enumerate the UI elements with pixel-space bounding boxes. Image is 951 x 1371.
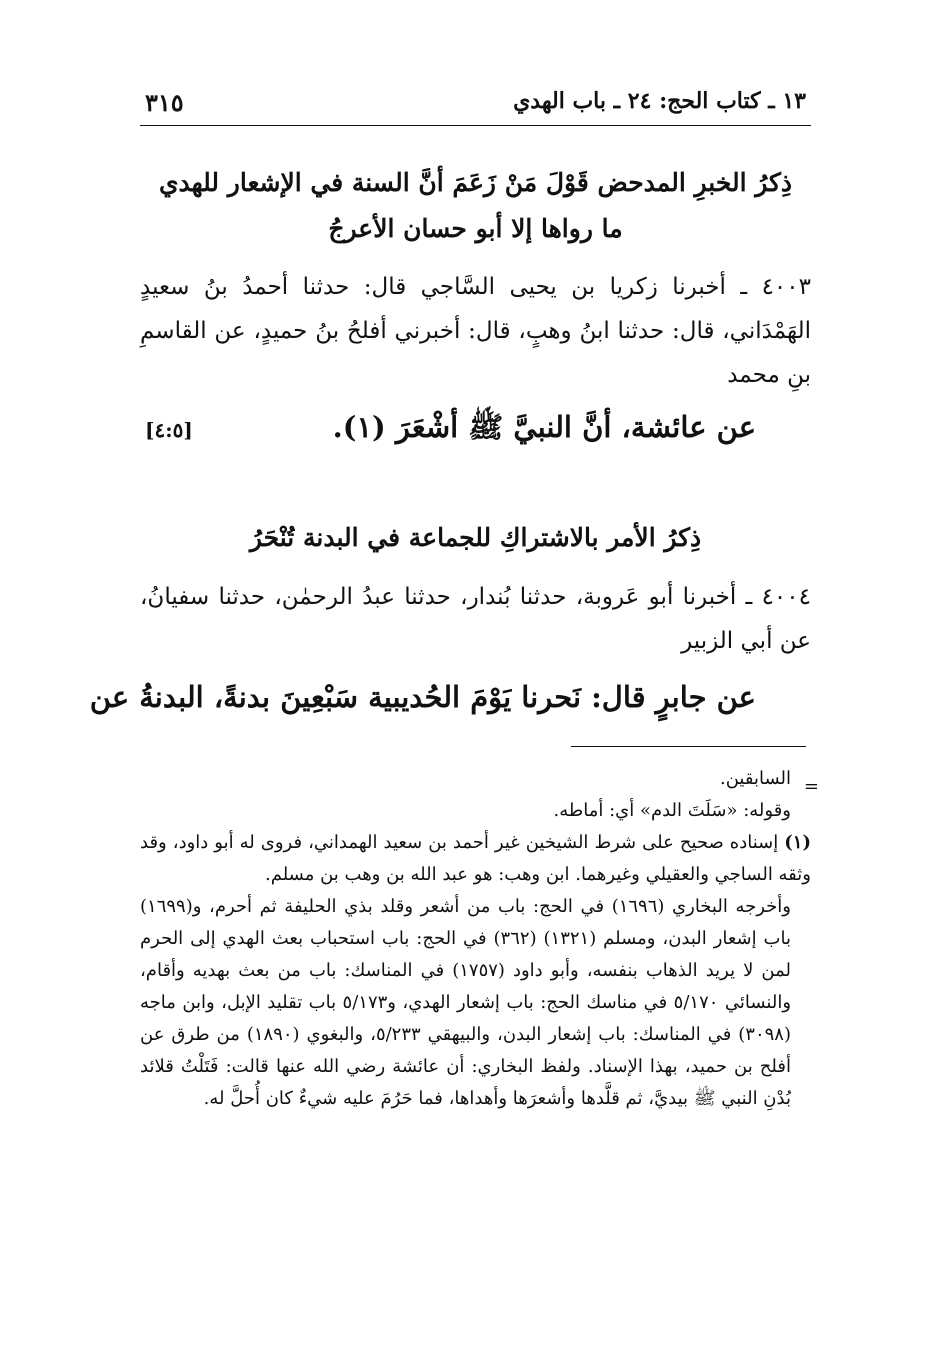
footnote-1-takhrij: وأخرجه البخاري (١٦٩٦) في الحج: باب من أشعر وقلد بذي الحليفة ثم أحرم، و(١٦٩٩) باب إشعار البدن، ومسلم (١٣٢١) (٣٦٢) في الحج: باب استحباب بعث الهدي إلى الحرم لمن لا يريد الذهاب بنفسه، وأبو داود (١٧٥٧) في المناسك: باب من بعث بهديه وأقام، والنسائي ٥/١٧٠ في مناسك الحج: باب إشعار الهدي، و٥/١٧٣ باب تقليد الإبل، وابن ماجه (٣٠٩٨) في المناسك: باب إشعار البدن، والبيهقي ٥/٢٣٣، والبغوي (١٨٩٠) من طرق عن أفلح بن حميد، بهذا الإسناد. ولفظ البخاري: أن عائشة رضي الله عنها قالت: فَتَلْتُ قلائد بُدْنِ النبي ﷺ بيديَّ، ثم قلَّدها وأشعرَها وأهداها، فما حَرُمَ عليه شيءٌ كان أُحلَّ له. xyxy=(140,896,792,1109)
header-rule xyxy=(140,125,811,126)
footnote-continuation-line: السابقين. xyxy=(720,768,791,789)
running-header xyxy=(145,88,806,124)
heading-line-2: ما رواها إلا أبو حسان الأعرجُ xyxy=(328,214,623,243)
page-number: ٣١٥ xyxy=(145,88,184,117)
running-title: ١٣ ـ كتاب الحج: ٢٤ ـ باب الهدي xyxy=(513,88,806,114)
footnote-rule xyxy=(571,746,806,747)
section-heading-4003 xyxy=(120,160,831,252)
section-heading-4004 xyxy=(120,515,831,561)
footnote-1 xyxy=(140,827,811,891)
hadith-4004-isnad: ٤٠٠٤ ـ أخبرنا أبو عَروبة، حدثنا بُندار، حدثنا عبدُ الرحمٰن، حدثنا سفيانُ، عن أبي الزبير xyxy=(140,584,811,654)
footnote-1-number: (١) xyxy=(784,832,811,853)
footnote-continuation-line: وقوله: «سَلَتَ الدم» أي: أماطه. xyxy=(553,800,791,821)
hadith-4003-reference: [٤:٥] xyxy=(145,418,193,442)
heading-line-1: ذِكرُ الأمر بالاشتراكِ للجماعة في البدنة تُنْحَرُ xyxy=(249,523,702,552)
heading-line-1: ذِكرُ الخبرِ المدحض قَوْلَ مَنْ زَعَمَ أنَّ السنة في الإشعار للهدي xyxy=(158,168,793,197)
hadith-4004-matn: عن جابرٍ قال: نَحرنا يَوْمَ الحُديبية سَبْعِينَ بدنةً، البدنةُ عن xyxy=(89,680,756,714)
footnote-1-text: إسناده صحيح على شرط الشيخين غير أحمد بن سعيد الهمداني، فروى له أبو داود، وقد وثقه الساجي والعقيلي وغيرهما. ابن وهب: هو عبد الله بن وهب بن مسلم. xyxy=(140,832,811,885)
hadith-4003-isnad: ٤٠٠٣ ـ أخبرنا زكريا بن يحيى السَّاجي قال: حدثنا أحمدُ بنُ سعيدٍ الهَمْدَاني، قال: حدثنا ابنُ وهبٍ، قال: أخبرني أفلحُ بنُ حميدٍ، عن القاسمِ بنِ محمد xyxy=(140,274,811,388)
footnotes xyxy=(140,763,819,1115)
continuation-mark: = xyxy=(803,776,819,797)
hadith-4003-matn: عن عائشة، أنَّ النبيَّ ﷺ أشْعَرَ (١). xyxy=(332,410,756,444)
